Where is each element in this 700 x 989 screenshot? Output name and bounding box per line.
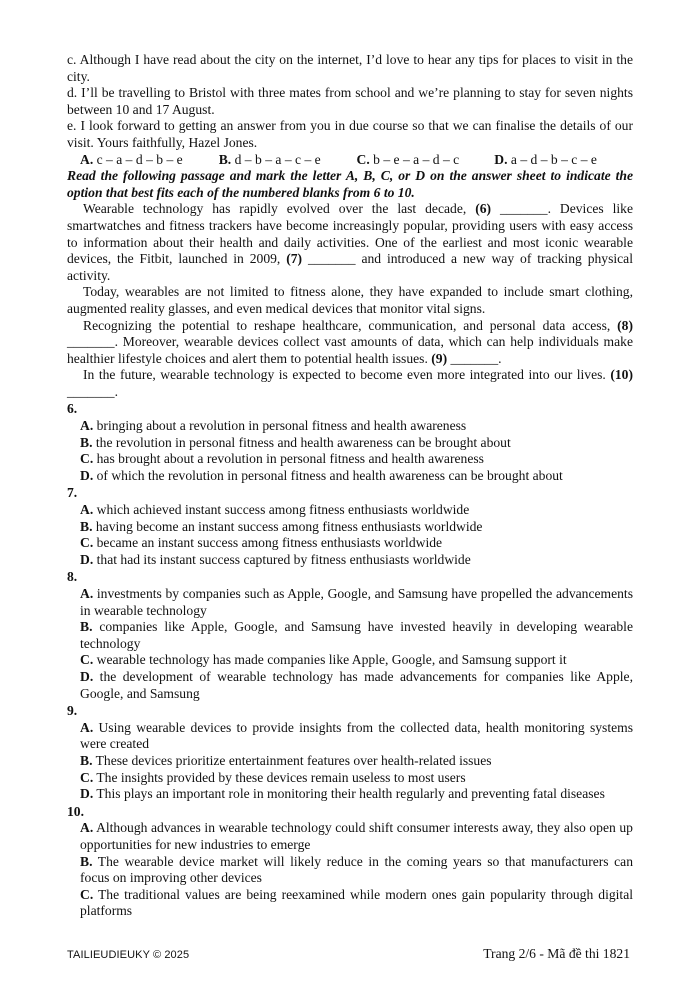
option-label: B. xyxy=(80,619,93,635)
passage-text: _______. xyxy=(67,383,118,399)
option-text: The wearable device market will likely reduce in the coming years so that manufacturers can focus on improving other devices xyxy=(80,853,633,886)
option-text: bringing about a revolution in personal fitness and health awareness xyxy=(96,418,467,434)
passage-text: In the future, wearable technology is expected to become even more integrated into our lives. xyxy=(83,367,611,383)
passage-paragraph-1 xyxy=(67,201,633,284)
option-text: These devices prioritize entertainment features over health-related issues xyxy=(95,752,492,768)
option-text: the development of wearable technology has made advancements for companies like Apple, Google, and Samsung xyxy=(80,668,633,701)
option-label: B. xyxy=(80,518,93,534)
question-10 xyxy=(67,804,633,920)
option-label: B. xyxy=(218,151,232,167)
blank-marker-7: (7) xyxy=(286,251,303,267)
question-7-option-c[interactable] xyxy=(67,535,633,552)
option-label: C. xyxy=(80,652,94,668)
item-letter: e. xyxy=(67,118,77,134)
passage-text: _______. Devices like smartwatches and fitness trackers have become increasingly popular, providing users with easy access to information about their health and daily activities. One of the earliest and most iconic wearable devices, the Fitbit, launched in 2009, xyxy=(67,201,634,267)
option-text: has brought about a revolution in personal fitness and health awareness xyxy=(96,451,484,467)
option-label: C. xyxy=(80,886,94,902)
option-label: B. xyxy=(80,853,93,869)
item-letter: d. xyxy=(67,85,78,101)
question-7 xyxy=(67,485,633,568)
ordering-items xyxy=(67,52,633,152)
page-footer xyxy=(67,946,630,964)
question-7-option-a[interactable] xyxy=(67,502,633,519)
question-9 xyxy=(67,703,633,803)
question-7-option-b[interactable] xyxy=(67,519,633,536)
option-label: C. xyxy=(80,451,94,467)
passage-text: _______. Moreover, wearable devices collect vast amounts of data, which can help individuals make healthier lifestyle choices and alert them to potential health issues. xyxy=(67,334,633,366)
ordering-answer-options xyxy=(67,152,633,169)
item-text: I’ll be travelling to Bristol with three mates from school and we’re planning to stay for seven nights between 10 and 17 August. xyxy=(67,85,633,117)
blank-marker-9: (9) xyxy=(431,350,448,366)
question-number: 6. xyxy=(67,401,78,417)
question-number: 8. xyxy=(67,569,78,585)
question-8-option-a[interactable] xyxy=(67,586,633,619)
option-label: C. xyxy=(80,535,94,551)
passage-text: _______. xyxy=(447,350,502,366)
question-6-option-b[interactable] xyxy=(67,435,633,452)
question-6-option-a[interactable] xyxy=(67,418,633,435)
option-label: A. xyxy=(80,502,94,518)
section-instruction: Read the following passage and mark the letter A, B, C, or D on the answer sheet to indicate the option that best fits each of the numbered blanks from 6 to 10. xyxy=(67,168,633,200)
exam-page xyxy=(67,52,633,920)
option-label: C. xyxy=(80,769,94,785)
question-number: 9. xyxy=(67,703,78,719)
question-10-option-c[interactable] xyxy=(67,887,633,920)
passage-text: Recognizing the potential to reshape healthcare, communication, and personal data access, xyxy=(83,317,618,333)
passage-paragraph-3 xyxy=(67,318,633,368)
item-letter: c. xyxy=(67,52,77,67)
option-text: became an instant success among fitness enthusiasts worldwide xyxy=(96,535,443,551)
option-label: A. xyxy=(80,586,94,601)
question-9-option-d[interactable] xyxy=(67,786,633,803)
option-text: Using wearable devices to provide insights from the collected data, health monitoring systems were created xyxy=(80,719,634,752)
option-text: d – b – a – c – e xyxy=(234,151,321,167)
option-label: A. xyxy=(80,820,94,836)
option-label: B. xyxy=(80,752,93,768)
option-text: wearable technology has made companies like Apple, Google, and Samsung support it xyxy=(96,652,567,668)
option-label: D. xyxy=(80,551,94,567)
option-label: B. xyxy=(80,434,93,450)
ordering-item-e xyxy=(67,118,633,151)
option-text: This plays an important role in monitoring their health regularly and preventing fatal diseases xyxy=(96,786,605,802)
blank-marker-6: (6) xyxy=(475,201,492,217)
option-text: Although advances in wearable technology could shift consumer interests away, they also open up opportunities for new industries to emerge xyxy=(80,820,633,852)
question-10-option-a[interactable] xyxy=(67,820,633,853)
question-number: 7. xyxy=(67,485,78,501)
question-6 xyxy=(67,401,633,484)
passage-text: _______ and introduced a new way of tracking physical activity. xyxy=(67,251,633,283)
option-text: a – d – b – c – e xyxy=(510,151,597,167)
ordering-option-a[interactable] xyxy=(80,152,219,169)
option-text: that had its instant success captured by fitness enthusiasts worldwide xyxy=(96,551,471,567)
question-8-option-d[interactable] xyxy=(67,669,633,702)
question-8-option-c[interactable] xyxy=(67,652,633,669)
question-8 xyxy=(67,569,633,702)
ordering-option-d[interactable] xyxy=(494,152,633,169)
passage-text: Wearable technology has rapidly evolved over the last decade, xyxy=(83,201,476,217)
option-text: having become an instant success among fitness enthusiasts worldwide xyxy=(95,518,483,534)
option-text: of which the revolution in personal fitness and health awareness can be brought about xyxy=(96,467,563,483)
option-text: which achieved instant success among fitness enthusiasts worldwide xyxy=(96,502,470,518)
passage-paragraph-4 xyxy=(67,367,633,400)
item-text: Although I have read about the city on the internet, I’d love to hear any tips for places to visit in the city. xyxy=(67,52,633,84)
passage-paragraph-2: Today, wearables are not limited to fitness alone, they have expanded to include smart clothing, augmented reality glasses, and even medical devices that monitor vital signs. xyxy=(67,284,633,316)
question-number: 10. xyxy=(67,803,84,819)
question-7-option-d[interactable] xyxy=(67,552,633,569)
ordering-item-d xyxy=(67,85,633,118)
option-label: D. xyxy=(80,786,94,802)
footer-copyright: TAILIEUDIEUKY © 2025 xyxy=(67,949,190,961)
question-6-option-c[interactable] xyxy=(67,451,633,468)
blank-marker-8: (8) xyxy=(617,317,633,333)
option-text: investments by companies such as Apple, Google, and Samsung have propelled the advancements in wearable technology xyxy=(80,586,633,618)
question-8-option-b[interactable] xyxy=(67,619,633,652)
option-label: D. xyxy=(80,467,94,483)
option-label: A. xyxy=(80,151,94,167)
question-9-option-b[interactable] xyxy=(67,753,633,770)
ordering-item-c xyxy=(67,52,633,85)
item-text: I look forward to getting an answer from you in due course so that we can finalise the details of our visit. Yours faithfully, Hazel Jones. xyxy=(67,118,633,150)
ordering-option-c[interactable] xyxy=(357,152,495,169)
option-text: b – e – a – d – c xyxy=(373,151,460,167)
option-text: c – a – d – b – e xyxy=(96,151,183,167)
blank-marker-10: (10) xyxy=(610,367,633,383)
option-label: D. xyxy=(80,668,94,684)
question-10-option-b[interactable] xyxy=(67,854,633,887)
option-label: A. xyxy=(80,719,94,735)
option-label: D. xyxy=(494,151,508,167)
footer-page-number: Trang 2/6 - Mã đề thi 1821 xyxy=(483,946,630,961)
reading-passage xyxy=(67,201,633,400)
question-9-option-a[interactable] xyxy=(67,720,633,753)
question-6-option-d[interactable] xyxy=(67,468,633,485)
option-label: A. xyxy=(80,418,94,434)
option-text: The insights provided by these devices remain useless to most users xyxy=(96,769,466,785)
option-text: companies like Apple, Google, and Samsung have invested heavily in developing wearable technology xyxy=(80,619,633,651)
option-label: C. xyxy=(356,151,370,167)
ordering-option-b[interactable] xyxy=(219,152,357,169)
option-text: The traditional values are being reexamined while modern ones gain popularity through digital platforms xyxy=(80,886,634,919)
option-text: the revolution in personal fitness and health awareness can be brought about xyxy=(95,434,511,450)
question-9-option-c[interactable] xyxy=(67,770,633,787)
